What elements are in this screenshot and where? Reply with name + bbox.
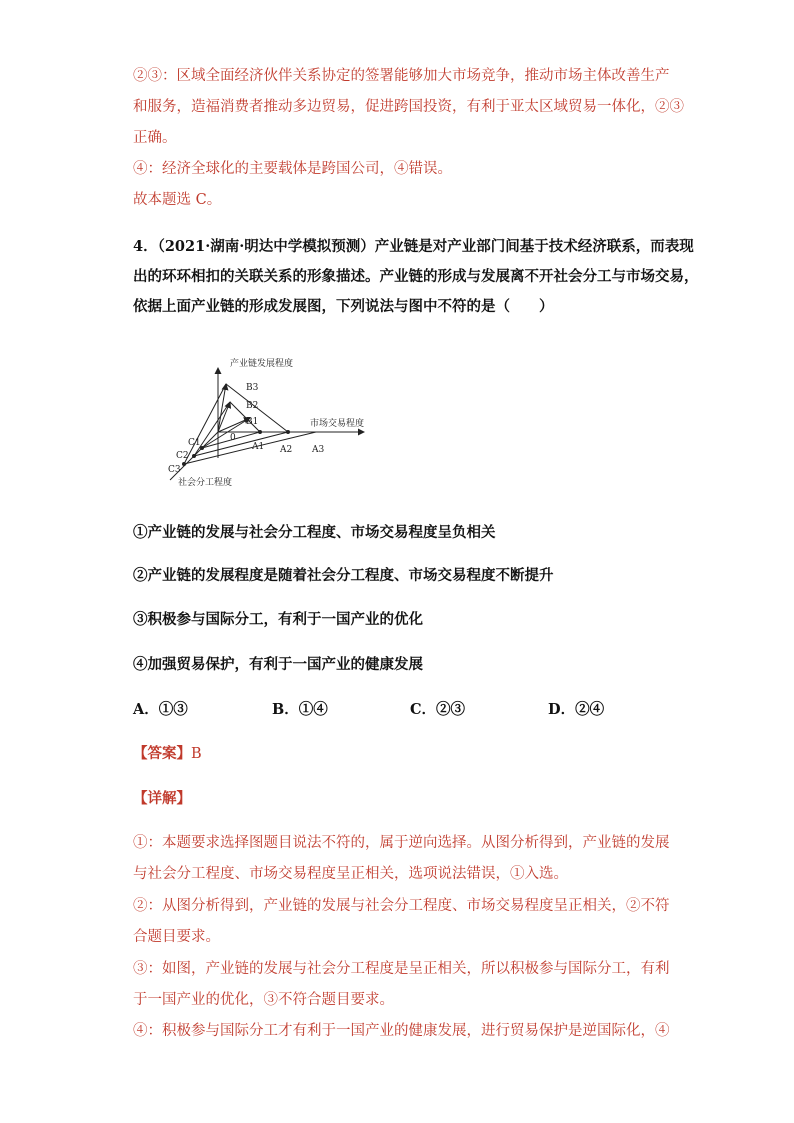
b2-label: B2 bbox=[246, 401, 259, 411]
question-line-2: 出的环环相扣的关联关系的形象描述。产业链的形成与发展离不开社会分工与市场交易， bbox=[133, 268, 699, 285]
a2-dot bbox=[286, 430, 290, 434]
x-axis-label: 市场交易程度 bbox=[310, 419, 365, 429]
c2-dot bbox=[192, 454, 196, 458]
industry-chain-diagram bbox=[160, 348, 400, 494]
explanation-line-1: ②③：区域全面经济伙伴关系协定的签署能够加大市场竞争，推动市场主体改善生产 bbox=[133, 68, 670, 84]
statement-3: ③积极参与国际分工，有利于一国产业的优化 bbox=[133, 611, 423, 628]
question-line-3: 依据上面产业链的形成发展图，下列说法与图中不符的是（ ） bbox=[133, 298, 554, 315]
origin-label: 0 bbox=[230, 433, 236, 443]
option-a: A．①③ bbox=[133, 701, 188, 718]
option-d: D．②④ bbox=[548, 701, 605, 718]
explanation-line-2: 和服务，造福消费者推动多边贸易，促进跨国投资，有利于亚太区域贸易一体化，②③ bbox=[133, 99, 684, 115]
detail-line-1: ①：本题要求选择图题目说法不符的，属于逆向选择。从图分析得到，产业链的发展 bbox=[133, 835, 670, 851]
explanation-line-5: 故本题选 C。 bbox=[133, 192, 222, 208]
detail-line-3: ②：从图分析得到，产业链的发展与社会分工程度、市场交易程度呈正相关，②不符 bbox=[133, 898, 670, 914]
statement-1: ①产业链的发展与社会分工程度、市场交易程度呈负相关 bbox=[133, 524, 496, 541]
explanation-line-3: 正确。 bbox=[133, 130, 177, 146]
y-axis-label: 产业链发展程度 bbox=[230, 359, 294, 369]
c3-dot bbox=[182, 462, 186, 466]
answer-value: B bbox=[191, 746, 202, 762]
a2-label: A2 bbox=[280, 445, 293, 455]
answer-label: 【答案】 bbox=[133, 745, 191, 762]
a3-label: A3 bbox=[312, 445, 325, 455]
explanation-line-4: ④：经济全球化的主要载体是跨国公司，④错误。 bbox=[133, 161, 452, 177]
statement-4: ④加强贸易保护，有利于一国产业的健康发展 bbox=[133, 656, 423, 673]
question-line-1: 4．（2021·湖南·明达中学模拟预测）产业链是对产业部门间基于技术经济联系，而表现 bbox=[133, 238, 694, 255]
detail-label: 【详解】 bbox=[133, 790, 191, 807]
statement-2: ②产业链的发展程度是随着社会分工程度、市场交易程度不断提升 bbox=[133, 567, 554, 584]
a1-label: A1 bbox=[252, 442, 265, 452]
option-b: B．①④ bbox=[272, 701, 328, 718]
c2-label: C2 bbox=[176, 451, 189, 461]
b1-label: B1 bbox=[246, 417, 259, 427]
c1-label: C1 bbox=[188, 438, 201, 448]
answer-line bbox=[133, 744, 202, 764]
a1-dot bbox=[258, 430, 262, 434]
detail-line-6: 于一国产业的优化，③不符合题目要求。 bbox=[133, 992, 394, 1008]
detail-line-4: 合题目要求。 bbox=[133, 929, 220, 945]
detail-line-2: 与社会分工程度、市场交易程度呈正相关，选项说法错误，①入选。 bbox=[133, 866, 568, 882]
z-axis-label: 社会分工程度 bbox=[178, 478, 233, 488]
detail-line-7: ④：积极参与国际分工才有利于一国产业的健康发展，进行贸易保护是逆国际化，④ bbox=[133, 1023, 670, 1039]
detail-line-5: ③：如图，产业链的发展与社会分工程度是呈正相关，所以积极参与国际分工，有利 bbox=[133, 961, 670, 977]
b3-label: B3 bbox=[246, 383, 259, 393]
c3-label: C3 bbox=[168, 465, 181, 475]
option-c: C．②③ bbox=[410, 701, 466, 718]
